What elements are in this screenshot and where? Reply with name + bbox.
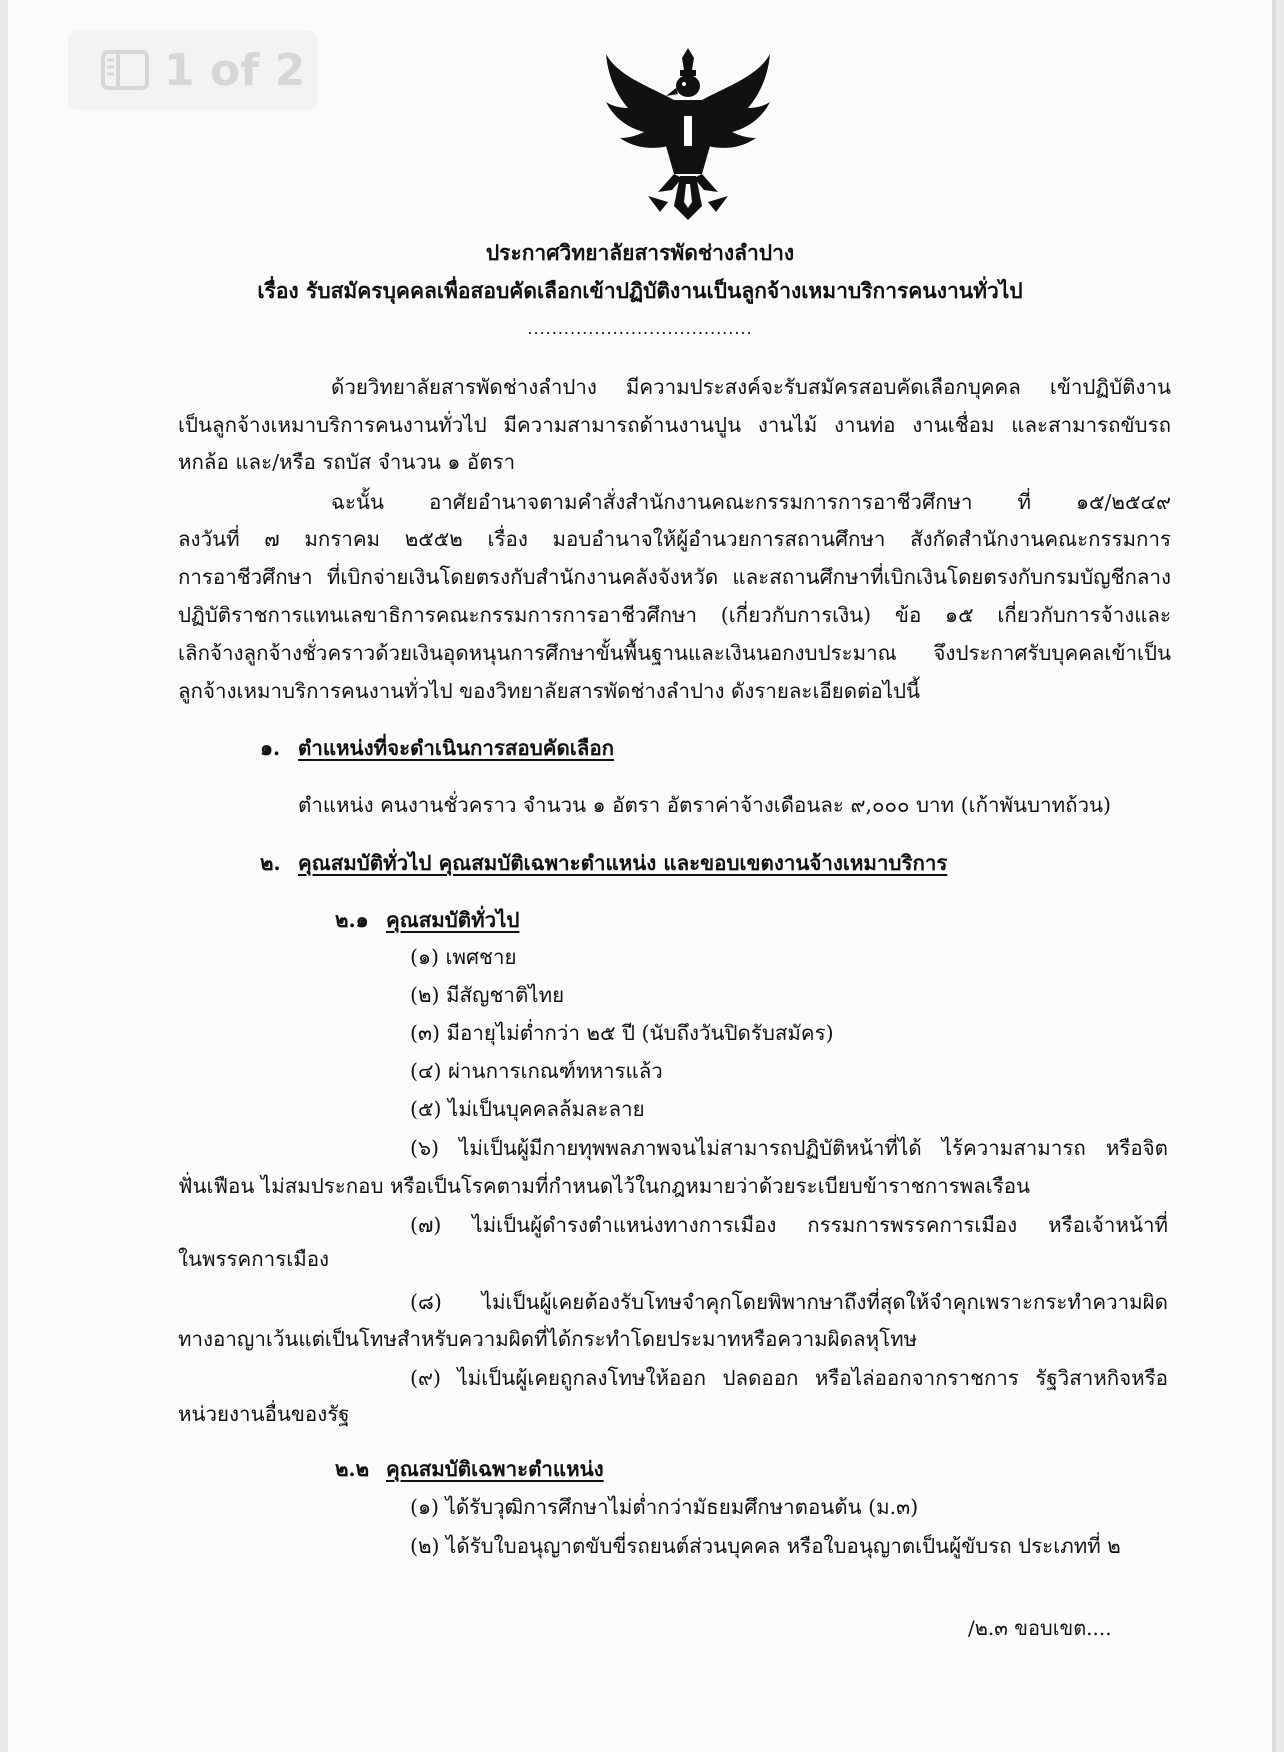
list-item: (๕) ไม่เป็นบุคคลล้มละลาย	[410, 1097, 645, 1121]
list-item: (๑) ได้รับวุฒิการศึกษาไม่ต่ำกว่ามัธยมศึกษาตอนต้น (ม.๓)	[410, 1495, 919, 1519]
page-indicator-text: 1 of 2	[164, 44, 306, 96]
list-item: (๓) มีอายุไม่ต่ำกว่า ๒๕ ปี (นับถึงวันปิดรับสมัคร)	[410, 1021, 834, 1045]
list-item: (๑) เพศชาย	[410, 945, 517, 969]
paragraph-line: ปฏิบัติราชการแทนเลขาธิการคณะกรรมการการอาชีวศึกษา (เกี่ยวกับการเงิน) ข้อ ๑๕ เกี่ยวกับการจ้างและ	[178, 603, 1171, 627]
subsection-heading: คุณสมบัติทั่วไป	[386, 908, 520, 932]
announcement-title: ประกาศวิทยาลัยสารพัดช่างลำปาง	[485, 240, 795, 265]
list-item-continued: หน่วยงานอื่นของรัฐ	[178, 1402, 350, 1426]
paragraph-line: เป็นลูกจ้างเหมาบริการคนงานทั่วไป มีความสามารถด้านงานปูน งานไม้ งานท่อ งานเชื่อม และสามารถขับรถ	[178, 413, 1171, 437]
subsection-heading: คุณสมบัติเฉพาะตำแหน่ง	[386, 1457, 604, 1481]
list-item: (๖) ไม่เป็นผู้มีกายทุพพลภาพจนไม่สามารถปฏิบัติหน้าที่ได้ ไร้ความสามารถ หรือจิต	[410, 1136, 1168, 1160]
paragraph-line: ลูกจ้างเหมาบริการคนงานทั่วไป ของวิทยาลัยสารพัดช่างลำปาง ดังรายละเอียดต่อไปนี้	[178, 679, 921, 703]
section-heading: คุณสมบัติทั่วไป คุณสมบัติเฉพาะตำแหน่ง และขอบเขตงานจ้างเหมาบริการ	[298, 851, 948, 875]
paragraph-line: เลิกจ้างลูกจ้างชั่วคราวด้วยเงินอุดหนุนการศึกษาขั้นพื้นฐานและเงินนอกงบประมาณ จึงประกาศรับบุคคลเข้าเป็น	[178, 641, 1171, 665]
list-item: (๗) ไม่เป็นผู้ดำรงตำแหน่งทางการเมือง กรรมการพรรคการเมือง หรือเจ้าหน้าที่	[410, 1213, 1168, 1237]
title-separator: .....................................	[527, 319, 753, 338]
sidebar-toggle-icon[interactable]	[100, 49, 150, 91]
section-heading: ตำแหน่งที่จะดำเนินการสอบคัดเลือก	[298, 736, 615, 760]
subsection-number: ๒.๒	[335, 1457, 370, 1481]
paragraph-line: หกล้อ และ/หรือ รถบัส จำนวน ๑ อัตรา	[178, 450, 516, 474]
announcement-subject: เรื่อง รับสมัครบุคคลเพื่อสอบคัดเลือกเข้าปฏิบัติงานเป็นลูกจ้างเหมาบริการคนงานทั่วไป	[257, 278, 1023, 303]
list-item: (๘) ไม่เป็นผู้เคยต้องรับโทษจำคุกโดยพิพากษาถึงที่สุดให้จำคุกเพราะกระทำความผิด	[410, 1290, 1168, 1314]
paragraph-line: ฉะนั้น อาศัยอำนาจตามคำสั่งสำนักงานคณะกรรมการการอาชีวศึกษา ที่ ๑๕/๒๕๔๙	[331, 490, 1171, 514]
paragraph-line: การอาชีวศึกษา ที่เบิกจ่ายเงินโดยตรงกับสำนักงานคลังจังหวัด และสถานศึกษาที่เบิกเงินโดยตรงกับกรมบัญชีกลาง	[178, 565, 1171, 589]
continued-on-next-page: /๒.๓ ขอบเขต....	[968, 1616, 1112, 1640]
document-page	[8, 0, 1276, 1752]
list-item: (๔) ผ่านการเกณฑ์ทหารแล้ว	[410, 1059, 663, 1083]
list-item-continued: ฟั่นเฟือน ไม่สมประกอบ หรือเป็นโรคตามที่กำหนดไว้ในกฎหมายว่าด้วยระเบียบข้าราชการพลเรือน	[178, 1174, 1031, 1198]
paragraph-line: ด้วยวิทยาลัยสารพัดช่างลำปาง มีความประสงค์จะรับสมัครสอบคัดเลือกบุคคล เข้าปฏิบัติงาน	[331, 375, 1171, 399]
paragraph-line: ลงวันที่ ๗ มกราคม ๒๕๕๒ เรื่อง มอบอำนาจให้ผู้อำนวยการสถานศึกษา สังกัดสำนักงานคณะกรรมการ	[178, 527, 1171, 551]
position-detail: ตำแหน่ง คนงานชั่วคราว จำนวน ๑ อัตรา อัตราค่าจ้างเดือนละ ๙,๐๐๐ บาท (เก้าพันบาทถ้วน)	[298, 793, 1112, 817]
subsection-number: ๒.๑	[335, 908, 369, 932]
garuda-emblem-icon	[598, 46, 778, 222]
list-item: (๒) มีสัญชาติไทย	[410, 983, 565, 1007]
list-item-continued: ทางอาญาเว้นแต่เป็นโทษสำหรับความผิดที่ได้กระทำโดยประมาทหรือความผิดลหุโทษ	[178, 1327, 918, 1351]
section-number: ๑.	[260, 736, 281, 760]
list-item: (๒) ได้รับใบอนุญาตขับขี่รถยนต์ส่วนบุคคล หรือใบอนุญาตเป็นผู้ขับรถ ประเภทที่ ๒	[410, 1534, 1121, 1558]
section-number: ๒.	[260, 851, 281, 875]
page-indicator[interactable]	[68, 30, 318, 110]
list-item-continued: ในพรรคการเมือง	[178, 1247, 330, 1271]
list-item: (๙) ไม่เป็นผู้เคยถูกลงโทษให้ออก ปลดออก หรือไล่ออกจากราชการ รัฐวิสาหกิจหรือ	[410, 1366, 1168, 1390]
